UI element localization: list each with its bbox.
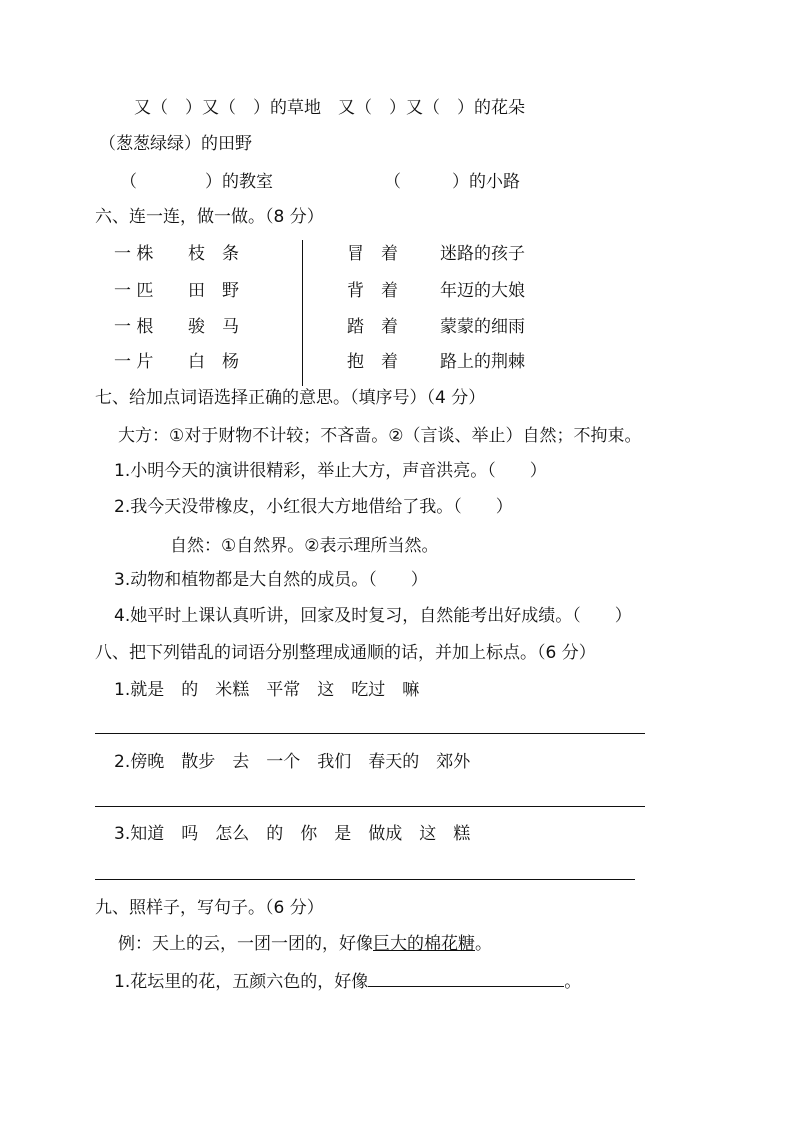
- question-7-2: 2.我今天没带橡皮，小红很大方地借给了我。（ ）: [114, 497, 513, 517]
- left-measure-1: 一 株: [114, 244, 154, 264]
- section7-title: 七、给加点词语选择正确的意思。（填序号）（4 分）: [95, 388, 486, 408]
- fill-line-1: 又（ ）又（ ）的草地 又（ ）又（ ）的花朵: [134, 98, 525, 118]
- question-9-1: [114, 970, 581, 992]
- right-object-3: 蒙蒙的细雨: [440, 317, 525, 337]
- left-measure-3: 一 根: [114, 317, 154, 337]
- left-measure-2: 一 匹: [114, 281, 154, 301]
- left-noun-2: 田 野: [188, 281, 239, 301]
- section8-title: 八、把下列错乱的词语分别整理成通顺的话，并加上标点。（6 分）: [95, 643, 596, 663]
- example-suffix: 。: [475, 934, 492, 954]
- example-sentence: [118, 934, 492, 954]
- question-7-4: 4.她平时上课认真听讲，回家及时复习，自然能考出好成绩。（ ）: [114, 606, 632, 626]
- right-verb-4: 抱 着: [347, 352, 398, 372]
- scrambled-1: 1.就是 的 米糕 平常 这 吃过 嘛: [114, 680, 420, 700]
- fill-line-3: （ ）的教室: [120, 172, 273, 192]
- right-verb-1: 冒 着: [347, 244, 398, 264]
- fill-line-2: （葱葱绿绿）的田野: [99, 134, 252, 154]
- example-underlined: 巨大的棉花糖: [373, 934, 475, 954]
- scrambled-2: 2.傍晚 散步 去 一个 我们 春天的 郊外: [114, 752, 471, 772]
- right-verb-3: 踏 着: [347, 317, 398, 337]
- question-7-1: 1.小明今天的演讲很精彩，举止大方，声音洪亮。（ ）: [114, 461, 547, 481]
- section9-title: 九、照样子，写句子。（6 分）: [95, 898, 324, 918]
- fill-line-4: （ ）的小路: [384, 172, 520, 192]
- answer-blank[interactable]: [368, 970, 564, 987]
- question-9-1-suffix: 。: [564, 972, 582, 992]
- question-9-1-prefix: 1.花坛里的花，五颜六色的，好像: [114, 972, 369, 992]
- match-divider: [302, 240, 303, 386]
- right-verb-2: 背 着: [347, 281, 398, 301]
- answer-line-3: [95, 879, 635, 880]
- left-noun-3: 骏 马: [188, 317, 239, 337]
- right-object-1: 迷路的孩子: [440, 244, 525, 264]
- section6-title: 六、连一连，做一做。（8 分）: [95, 207, 324, 227]
- left-measure-4: 一 片: [114, 352, 154, 372]
- answer-line-1: [95, 733, 645, 734]
- definition-dafang: 大方：①对于财物不计较；不吝啬。②（言谈、举止）自然；不拘束。: [118, 426, 642, 446]
- example-prefix: 例：天上的云，一团一团的，好像: [118, 934, 373, 954]
- answer-line-2: [95, 806, 645, 807]
- left-noun-1: 枝 条: [188, 244, 239, 264]
- right-object-2: 年迈的大娘: [440, 281, 525, 301]
- scrambled-3: 3.知道 吗 怎么 的 你 是 做成 这 糕: [114, 824, 471, 844]
- left-noun-4: 白 杨: [188, 352, 239, 372]
- definition-ziran: 自然：①自然界。②表示理所当然。: [170, 536, 439, 556]
- right-object-4: 路上的荆棘: [440, 352, 525, 372]
- question-7-3: 3.动物和植物都是大自然的成员。（ ）: [114, 570, 428, 590]
